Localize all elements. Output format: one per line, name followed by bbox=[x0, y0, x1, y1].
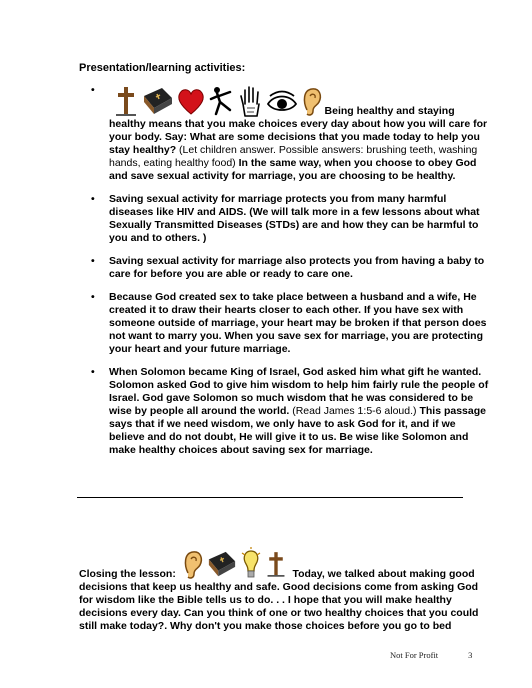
bullet1-question: What are some decisions that you made today to help you stay healthy? bbox=[109, 131, 480, 156]
bullet5-reference: (Read James 1:5-6 aloud.) bbox=[292, 405, 417, 417]
bullet3-text: Saving sexual activity for marriage also protects you from having a baby to care for before you are able or ready to care one. bbox=[109, 255, 485, 280]
bible-icon bbox=[207, 547, 237, 581]
bullet1-answers: (Let children answer. Possible answers: brushing teeth, washing hands, eating healthy food) bbox=[109, 144, 478, 169]
bullet2-text: Saving sexual activity for marriage protects you from many harmful diseases like HIV and AIDS. (We will talk more in a few lessons about what Sexually Transmitted Diseases (STDs) are and how they can be harmful to you and to others. ) bbox=[109, 193, 480, 244]
bullet5-text-2: This passage says that if we need wisdom, we only have to ask God for it, and if we believe and do not doubt, He will give it to us. Be wise like Solomon and make healthy choices about saving sex for marriage. bbox=[109, 405, 486, 456]
bullet1-text-2: In the same way, when you choose to obey God and save sexual activity for marriage, you are choosing to be healthy. bbox=[109, 157, 477, 182]
list-item bbox=[79, 291, 491, 356]
hand-icon bbox=[239, 84, 263, 118]
bullet1-text-1: Being healthy and staying healthy means that you make choices every day about how you will care for your body. bbox=[109, 105, 488, 143]
bullet4-text: Because God created sex to take place between a husband and a wife, He created it to draw their hearts closer to each other. If you have sex with someone outside of marriage, your heart may be broken if that person does not want to marry you. When you save sex for marriage, you are protecting your heart and your future marriage. bbox=[109, 291, 487, 355]
activity-list bbox=[79, 84, 491, 467]
page-number: 3 bbox=[468, 650, 473, 660]
list-item bbox=[79, 255, 491, 281]
exercise-icon bbox=[208, 84, 236, 118]
ear-icon bbox=[301, 84, 323, 118]
cross-icon bbox=[113, 84, 139, 118]
bullet5-text-1: When Solomon became King of Israel, God asked him what gift he wanted. Solomon asked God to give him wisdom to help him fairly rule the people of Israel. God gave Solomon so much wisdom that he was considered to be wise by people all around the world. bbox=[109, 366, 489, 417]
section-heading: Presentation/learning activities: bbox=[79, 62, 246, 74]
bullet1-say: Say: bbox=[164, 131, 187, 143]
heart-icon bbox=[177, 84, 205, 118]
list-item bbox=[79, 84, 491, 183]
ear-icon bbox=[182, 547, 204, 581]
eye-icon bbox=[266, 84, 298, 118]
clipart-row bbox=[182, 547, 287, 581]
footer-text: Not For Profit bbox=[390, 650, 439, 660]
closing-label: Closing the lesson: bbox=[79, 568, 176, 580]
horizontal-rule bbox=[77, 497, 463, 498]
clipart-row bbox=[113, 84, 323, 118]
closing-text: Today, we talked about making good decisions that keep us healthy and safe. Good decisions come from asking God for wisdom like the Bible tells us to do. . . I hope that you will make healthy decisions every day. Can you think of one or two healthy choices that you could still make today?. Why don't you make those choices before you go to bed bbox=[79, 568, 479, 632]
list-item bbox=[79, 366, 491, 457]
cross-icon bbox=[265, 547, 287, 581]
closing-section bbox=[79, 547, 493, 633]
lightbulb-icon bbox=[240, 547, 262, 581]
page-footer bbox=[390, 650, 472, 660]
bible-icon bbox=[142, 84, 174, 118]
list-item bbox=[79, 193, 491, 245]
